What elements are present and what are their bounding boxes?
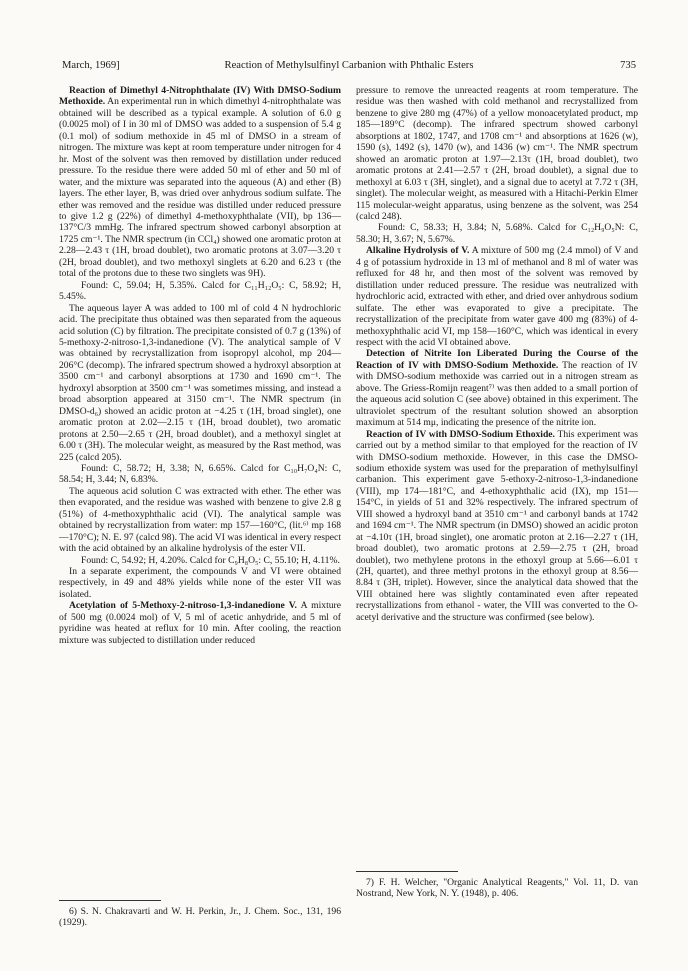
section-heading: Detection of Nitrite Ion Liberated During the Course of the Reaction of IV with DMSO-Sodium Methoxide.: [356, 348, 638, 371]
page-number: 735: [620, 60, 636, 71]
paragraph: Alkaline Hydrolysis of V. A mixture of 500 mg (2.4 mmol) of V and 4 g of potassium hydroxide in 13 ml of methanol and 8 ml of water was refluxed for 48 hr, and then most of the solvent was removed by distillation under reduced pressure. The residue was neutralized with hydrochloric acid, extracted with ether, and dried over anhydrous sodium sulfate. The ether was evaporated to give a precipitate. The recrystallization of the precipitate from water gave 400 mg (83%) of 4-methoxyphthalic acid VI, mp 158—160°C, which was identical in every respect with the acid VI obtained above.: [356, 245, 638, 348]
footnote-divider: [356, 871, 458, 872]
analysis-paragraph: Found: C, 59.04; H, 5.35%. Calcd for C₁₁H₁₂O₅: C, 58.92; H, 5.45%.: [59, 279, 341, 303]
section-heading: Alkaline Hydrolysis of V.: [366, 245, 470, 257]
analysis-paragraph: Found: C, 58.72; H, 3.38; N, 6.65%. Calcd for C₁₀H₇O₄N: C, 58.54; H, 3.44; N, 6.83%.: [59, 462, 341, 486]
footnote-6: 6) S. N. Chakravarti and W. H. Perkin, Jr., J. Chem. Soc., 131, 196 (1929).: [59, 906, 341, 929]
section-heading: Reaction of IV with DMSO-Sodium Ethoxide.: [366, 428, 555, 440]
paragraph: Acetylation of 5-Methoxy-2-nitroso-1,3-indanedione V. A mixture of 500 mg (0.0024 mol) of V, 5 ml of acetic anhydride, and 5 ml of pyridine was heated at reflux for 10 min. After cooling, the reaction mixture was subjected to distillation under reduced: [59, 600, 341, 646]
paragraph: pressure to remove the unreacted reagents at room temperature. The residue was then washed with cold methanol and recrystallized from benzene to give 280 mg (47%) of a yellow monoacetylated product, mp 185—189°C (decomp). The infrared spectrum showed carbonyl absorptions at 1802, 1747, and 1708 cm⁻¹ and absorptions at 1626 (w), 1590 (s), 1492 (s), 1470 (w), and 1436 (w) cm⁻¹. The NMR spectrum showed an aromatic proton at 1.97—2.13τ (1H, broad doublet), two aromatic protons at 2.41—2.57 τ (2H, broad doublet), a signal due to methoxyl at 6.03 τ (3H, singlet), and a signal due to acetyl at 7.72 τ (3H, singlet). The molecular weight, as measured with a Hitachi-Perkin Elmer 115 molecular-weight apparatus, using benzene as the solvent, was 254 (calcd 248).: [356, 85, 638, 222]
paragraph: Detection of Nitrite Ion Liberated During the Course of the Reaction of IV with DMSO-Sodium Methoxide. The reaction of IV with DMSO-sodium methoxide was carried out in a nitrogen stream as above. The Griess-Romijn reagent⁷⁾ was then added to a small portion of the aqueous acid solution C (see above) obtained in this experiment. The ultraviolet spectrum of the resultant solution showed an absorption maximum at 514 mμ, indicating the presence of the nitrite ion.: [356, 348, 638, 429]
paragraph: The aqueous acid solution C was extracted with ether. The ether was then evaporated, and the residue was washed with benzene to give 2.8 g (51%) of 4-methoxyphthalic acid (VI). The analytical sample was obtained by recrystallization from water: mp 157—160°C, (lit.⁶⁾ mp 168—170°C); N. E. 97 (calcd 98). The acid VI was identical in every respect with the acid obtained by an alkaline hydrolysis of the ester VII.: [59, 485, 341, 555]
paragraph: Reaction of Dimethyl 4-Nitrophthalate (IV) With DMSO-Sodium Methoxide. An experimental run in which dimethyl 4-nitrophthalate was obtained will be described as a typical example. A solution of 6.0 g (0.0025 mol) of I in 30 ml of DMSO was added to a suspension of 5.4 g (0.1 mol) of sodium methoxide in 45 ml of DMSO in a stream of nitrogen. The mixture was kept at room temperature under nitrogen for 4 hr. Most of the solvent was then removed by distillation under reduced pressure. To the residue there were added 50 ml of ether and 50 ml of water, and the mixture was separated into the aqueous (A) and ether (B) layers. The ether layer, B, was dried over anhydrous sodium sulfate. The ether was removed and the residue was distilled under reduced pressure to give 1.2 g (22%) of dimethyl 4-methoxyphthalate (VII), bp 136—137°C/3 mmHg. The infrared spectrum showed carbonyl absorption at 1725 cm⁻¹. The NMR spectrum (in CCl₄) showed one aromatic proton at 2.28—2.43 τ (1H, broad doublet), two aromatic protons at 3.07—3.20 τ (2H, broad doublet), and two methoxyl singlets at 6.20 and 6.23 τ (the total of the protons due to these two singlets was 9H).: [59, 85, 341, 280]
paragraph: The aqueous layer A was added to 100 ml of cold 4 N hydrochloric acid. The precipitate thus obtained was then separated from the aqueous acid solution (C) by filtration. The precipitate consisted of 0.7 g (13%) of 5-methoxy-2-nitroso-1,3-indanedione (V). The analytical sample of V was obtained by recrystallization from isopropyl alcohol, mp 204—206°C (decomp). The infrared spectrum showed a hydroxyl absorption at 3500 cm⁻¹ and carbonyl absorptions at 1730 and 1690 cm⁻¹. The hydroxyl absorption at 3500 cm⁻¹ was sometimes missing, and instead a broad absorption appeared at 3150 cm⁻¹. The NMR spectrum (in DMSO-d₆) showed an acidic proton at −4.25 τ (1H, broad singlet), one aromatic proton at 2.02—2.15 τ (1H, broad doublet), two aromatic protons at 2.50—2.65 τ (2H, broad doublet), and a methoxyl singlet at 6.00 τ (3H). The molecular weight, as measured by the Rast method, was 225 (calcd 205).: [59, 302, 341, 463]
footnote-divider: [59, 900, 161, 901]
footnote-7: 7) F. H. Welcher, "Organic Analytical Reagents," Vol. 11, D. van Nostrand, New York, N. Y. (1948), p. 406.: [356, 877, 638, 900]
paragraph: Reaction of IV with DMSO-Sodium Ethoxide. This experiment was carried out by a method similar to that employed for the reaction of IV with DMSO-sodium methoxide. However, in this case the DMSO-sodium ethoxide system was used for the preparation of methylsulfinyl carbanion. This experiment gave 5-ethoxy-2-nitroso-1,3-indanedione (VIII), mp 174—181°C, and 4-ethoxyphthalic acid (IX), mp 151—154°C, in yields of 51 and 32% respectively. The infrared spectrum of VIII showed a hydroxyl band at 3510 cm⁻¹ and carbonyl bands at 1742 and 1694 cm⁻¹. The NMR spectrum (in DMSO) showed an acidic proton at −4.10τ (1H, broad singlet), one aromatic proton at 2.16—2.27 τ (1H, broad doublet), two aromatic protons at 2.59—2.75 τ (2H, broad doublet), two methylene protons in the ethoxyl group at 5.66—6.01 τ (2H, quartet), and three methyl protons in the ethoxyl group at 8.56—8.84 τ (3H, triplet). However, since the analytical data showed that the VIII obtained here was slightly contaminated even after repeated recrystallizations from ethanol - water, the VIII was converted to the O-acetyl derivative and the structure was confirmed (see below).: [356, 428, 639, 623]
section-heading: Reaction of Dimethyl 4-Nitrophthalate (IV) With DMSO-Sodium Methoxide.: [59, 85, 341, 108]
running-header: [62, 60, 636, 74]
analysis-paragraph: Found: C, 54.92; H, 4.20%. Calcd for C₉H₈O₅: C, 55.10; H, 4.11%.: [81, 554, 340, 566]
paragraph: In a separate experiment, the compounds V and VI were obtained respectively, in 49 and 48% yields while none of the ester VII was isolated.: [59, 566, 341, 600]
header-title: Reaction of Methylsulfinyl Carbanion with Phthalic Esters: [224, 60, 474, 71]
header-date: March, 1969]: [62, 60, 120, 71]
section-heading: Acetylation of 5-Methoxy-2-nitroso-1,3-indanedione V.: [69, 600, 297, 612]
analysis-paragraph: Found: C, 58.33; H, 3.84; N, 5.68%. Calcd for C₁₂H₉O₅N: C, 58.30; H, 3.67; N, 5.67%.: [356, 222, 638, 245]
left-column: [59, 85, 341, 646]
right-column: [356, 85, 638, 623]
